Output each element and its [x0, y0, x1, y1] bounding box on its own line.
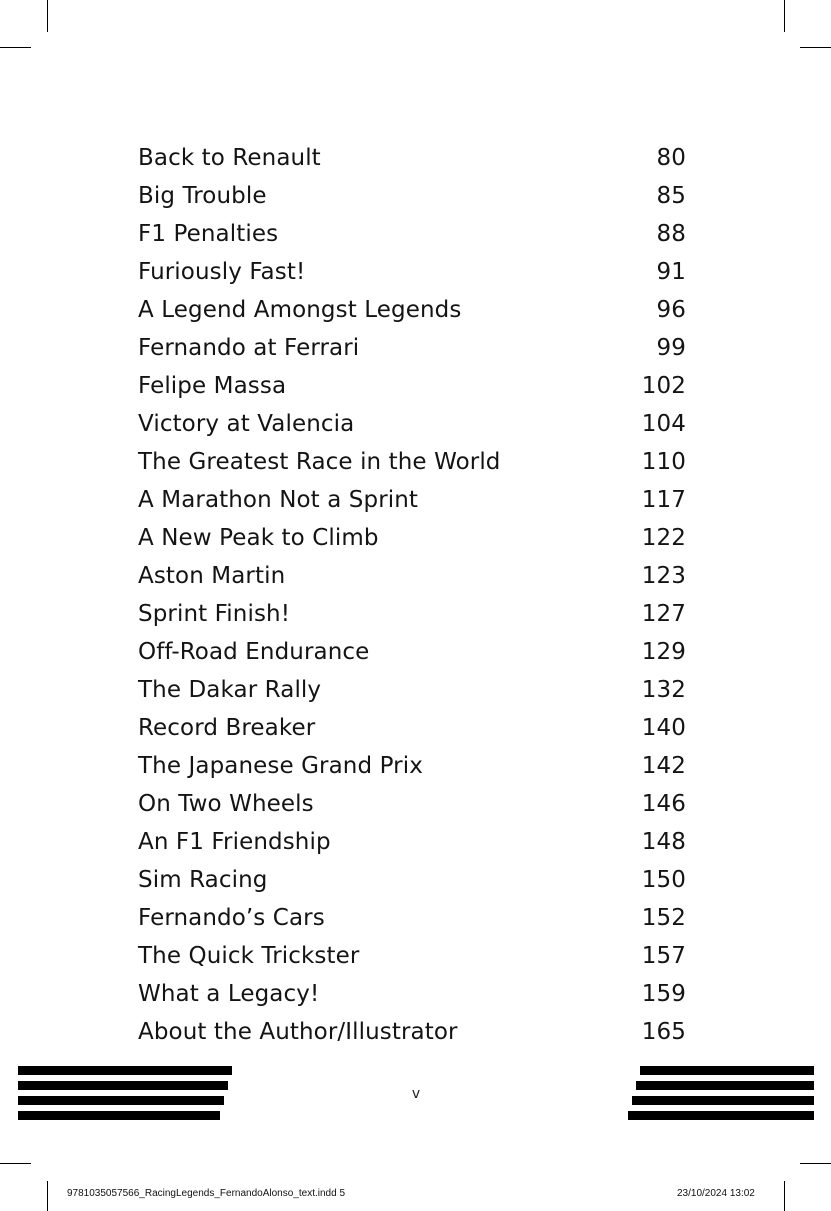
toc-entry-page: 142 [641, 753, 686, 779]
toc-entry [138, 937, 686, 975]
toc-entry-page: 127 [641, 601, 686, 627]
toc-entry [138, 481, 686, 519]
toc-entry-page: 110 [641, 449, 686, 475]
toc-entry-page: 88 [656, 221, 686, 247]
toc-entry [138, 975, 686, 1013]
toc-entry-title: A New Peak to Climb [138, 525, 379, 551]
crop-mark-top-right [784, 0, 785, 32]
toc-entry [138, 443, 686, 481]
crop-mark-bottom-left-horizontal [0, 1163, 31, 1164]
toc-entry [138, 747, 686, 785]
toc-entry-page: 117 [641, 487, 686, 513]
toc-entry [138, 595, 686, 633]
toc-entry-title: Victory at Valencia [138, 411, 355, 437]
toc-entry-title: Big Trouble [138, 183, 267, 209]
toc-entry [138, 177, 686, 215]
table-of-contents [138, 139, 686, 1051]
toc-entry-page: 85 [656, 183, 686, 209]
toc-entry-title: On Two Wheels [138, 791, 314, 817]
stripe [18, 1111, 220, 1120]
toc-entry-title: Fernando’s Cars [138, 905, 325, 931]
toc-entry [138, 215, 686, 253]
toc-entry [138, 633, 686, 671]
toc-entry-page: 152 [641, 905, 686, 931]
toc-entry-title: About the Author/Illustrator [138, 1019, 458, 1045]
toc-entry [138, 139, 686, 177]
stripe [18, 1081, 228, 1090]
toc-entry-title: What a Legacy! [138, 981, 320, 1007]
toc-entry-title: Aston Martin [138, 563, 286, 589]
stripe [640, 1066, 814, 1075]
page-number: v [411, 1086, 421, 1102]
toc-entry-page: 80 [656, 145, 686, 171]
toc-entry-title: Sprint Finish! [138, 601, 291, 627]
toc-entry [138, 1013, 686, 1051]
toc-entry [138, 367, 686, 405]
toc-entry [138, 291, 686, 329]
toc-entry [138, 823, 686, 861]
toc-entry [138, 253, 686, 291]
toc-entry-title: The Dakar Rally [138, 677, 322, 703]
toc-entry-title: Furiously Fast! [138, 259, 306, 285]
toc-entry [138, 329, 686, 367]
toc-entry [138, 861, 686, 899]
crop-mark-bottom-left [47, 1181, 48, 1211]
toc-entry-page: 165 [641, 1019, 686, 1045]
crop-mark-top-right-horizontal [800, 47, 831, 48]
toc-entry [138, 671, 686, 709]
toc-entry-page: 91 [656, 259, 686, 285]
toc-entry-title: Back to Renault [138, 145, 321, 171]
toc-entry [138, 709, 686, 747]
crop-mark-bottom-right-horizontal [800, 1163, 831, 1164]
toc-entry-title: Sim Racing [138, 867, 268, 893]
toc-entry-title: F1 Penalties [138, 221, 279, 247]
toc-entry-page: 123 [641, 563, 686, 589]
toc-entry-title: The Greatest Race in the World [138, 449, 501, 475]
toc-entry-title: Fernando at Ferrari [138, 335, 360, 361]
toc-entry [138, 405, 686, 443]
stripe [632, 1096, 814, 1105]
toc-entry-page: 159 [641, 981, 686, 1007]
toc-entry-title: Felipe Massa [138, 373, 287, 399]
toc-entry-title: Record Breaker [138, 715, 316, 741]
toc-entry [138, 557, 686, 595]
stripe [628, 1111, 814, 1120]
crop-mark-bottom-right [784, 1181, 785, 1211]
speed-stripes-left [18, 1066, 234, 1122]
toc-entry-title: A Marathon Not a Sprint [138, 487, 419, 513]
toc-entry-page: 157 [641, 943, 686, 969]
toc-entry-page: 122 [641, 525, 686, 551]
speed-stripes-right [627, 1066, 814, 1122]
toc-entry [138, 899, 686, 937]
toc-entry-page: 146 [641, 791, 686, 817]
toc-entry-page: 96 [656, 297, 686, 323]
toc-entry [138, 519, 686, 557]
toc-entry-title: The Japanese Grand Prix [138, 753, 423, 779]
slug-file-info: 9781035057566_RacingLegends_FernandoAlonso_text.indd 5 [67, 1188, 346, 1199]
toc-entry-page: 104 [641, 411, 686, 437]
stripe [18, 1066, 232, 1075]
toc-entry-title: A Legend Amongst Legends [138, 297, 462, 323]
toc-entry-page: 148 [641, 829, 686, 855]
toc-entry-title: The Quick Trickster [138, 943, 360, 969]
stripe [636, 1081, 814, 1090]
toc-entry [138, 785, 686, 823]
toc-entry-page: 129 [641, 639, 686, 665]
crop-mark-top-left-horizontal [0, 47, 31, 48]
toc-entry-title: Off-Road Endurance [138, 639, 370, 665]
crop-mark-top-left [47, 0, 48, 32]
stripe [18, 1096, 224, 1105]
toc-entry-title: An F1 Friendship [138, 829, 331, 855]
toc-entry-page: 140 [641, 715, 686, 741]
toc-entry-page: 150 [641, 867, 686, 893]
toc-entry-page: 132 [641, 677, 686, 703]
toc-entry-page: 99 [656, 335, 686, 361]
slug-date-time: 23/10/2024 13:02 [677, 1188, 755, 1199]
toc-entry-page: 102 [641, 373, 686, 399]
